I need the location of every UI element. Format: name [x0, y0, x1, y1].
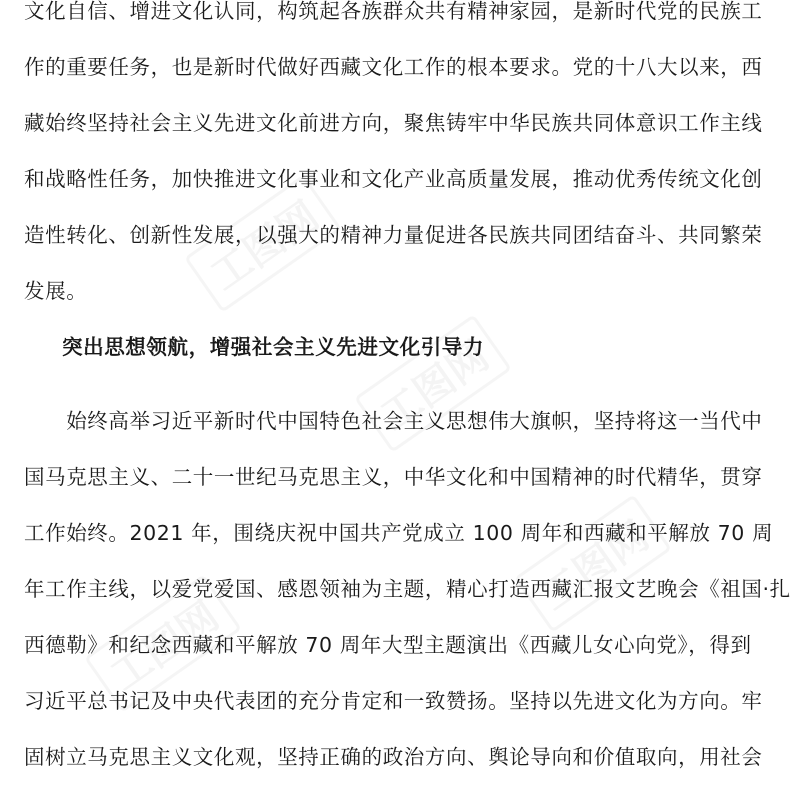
text-line: 年工作主线，以爱党爱国、感恩领袖为主题，精心打造西藏汇报文艺晚会《祖国·扎 — [24, 577, 791, 601]
section-heading-block — [24, 328, 776, 384]
watermark: 工图网 — [84, 574, 242, 713]
document-body — [24, 0, 791, 794]
text-line: 工作始终。2021 年，围绕庆祝中国共产党成立 100 周年和西藏和平解放 70 周 — [24, 521, 774, 545]
text-line: 固树立马克思主义文化观，坚持正确的政治方向、舆论导向和价值取向，用社会 — [24, 745, 763, 769]
paragraph-2 — [24, 402, 791, 776]
section-heading: 突出思想领航，增强社会主义先进文化引导力 — [62, 335, 484, 359]
text-line: 国马克思主义、二十一世纪马克思主义，中华文化和中国精神的时代精华，贯穿 — [24, 465, 763, 489]
text-line: 作的重要任务，也是新时代做好西藏文化工作的根本要求。党的十八大以来，西 — [24, 55, 763, 79]
text-line: 习近平总书记及中央代表团的充分肯定和一致赞扬。坚持以先进文化为方向。牢 — [24, 689, 763, 713]
paragraph-1 — [24, 0, 776, 310]
text-line: 始终高举习近平新时代中国特色社会主义思想伟大旗帜，坚持将这一当代中 — [24, 409, 763, 433]
text-line: 藏始终坚持社会主义先进文化前进方向，聚焦铸牢中华民族共同体意识工作主线 — [24, 111, 763, 135]
text-line: 和战略性任务，加快推进文化事业和文化产业高质量发展，推动优秀传统文化创 — [24, 167, 763, 191]
watermark: 工图网 — [514, 494, 672, 633]
text-line: 发展。 — [24, 279, 88, 303]
text-line: 造性转化、创新性发展，以强大的精神力量促进各民族共同团结奋斗、共同繁荣 — [24, 223, 763, 247]
watermark: 工图网 — [184, 174, 342, 313]
text-line: 西德勒》和纪念西藏和平解放 70 周年大型主题演出《西藏儿女心向党》，得到 — [24, 633, 752, 657]
watermark: 工图网 — [354, 314, 512, 453]
text-line: 文化自信、增进文化认同，构筑起各族群众共有精神家园，是新时代党的民族工 — [24, 0, 763, 23]
